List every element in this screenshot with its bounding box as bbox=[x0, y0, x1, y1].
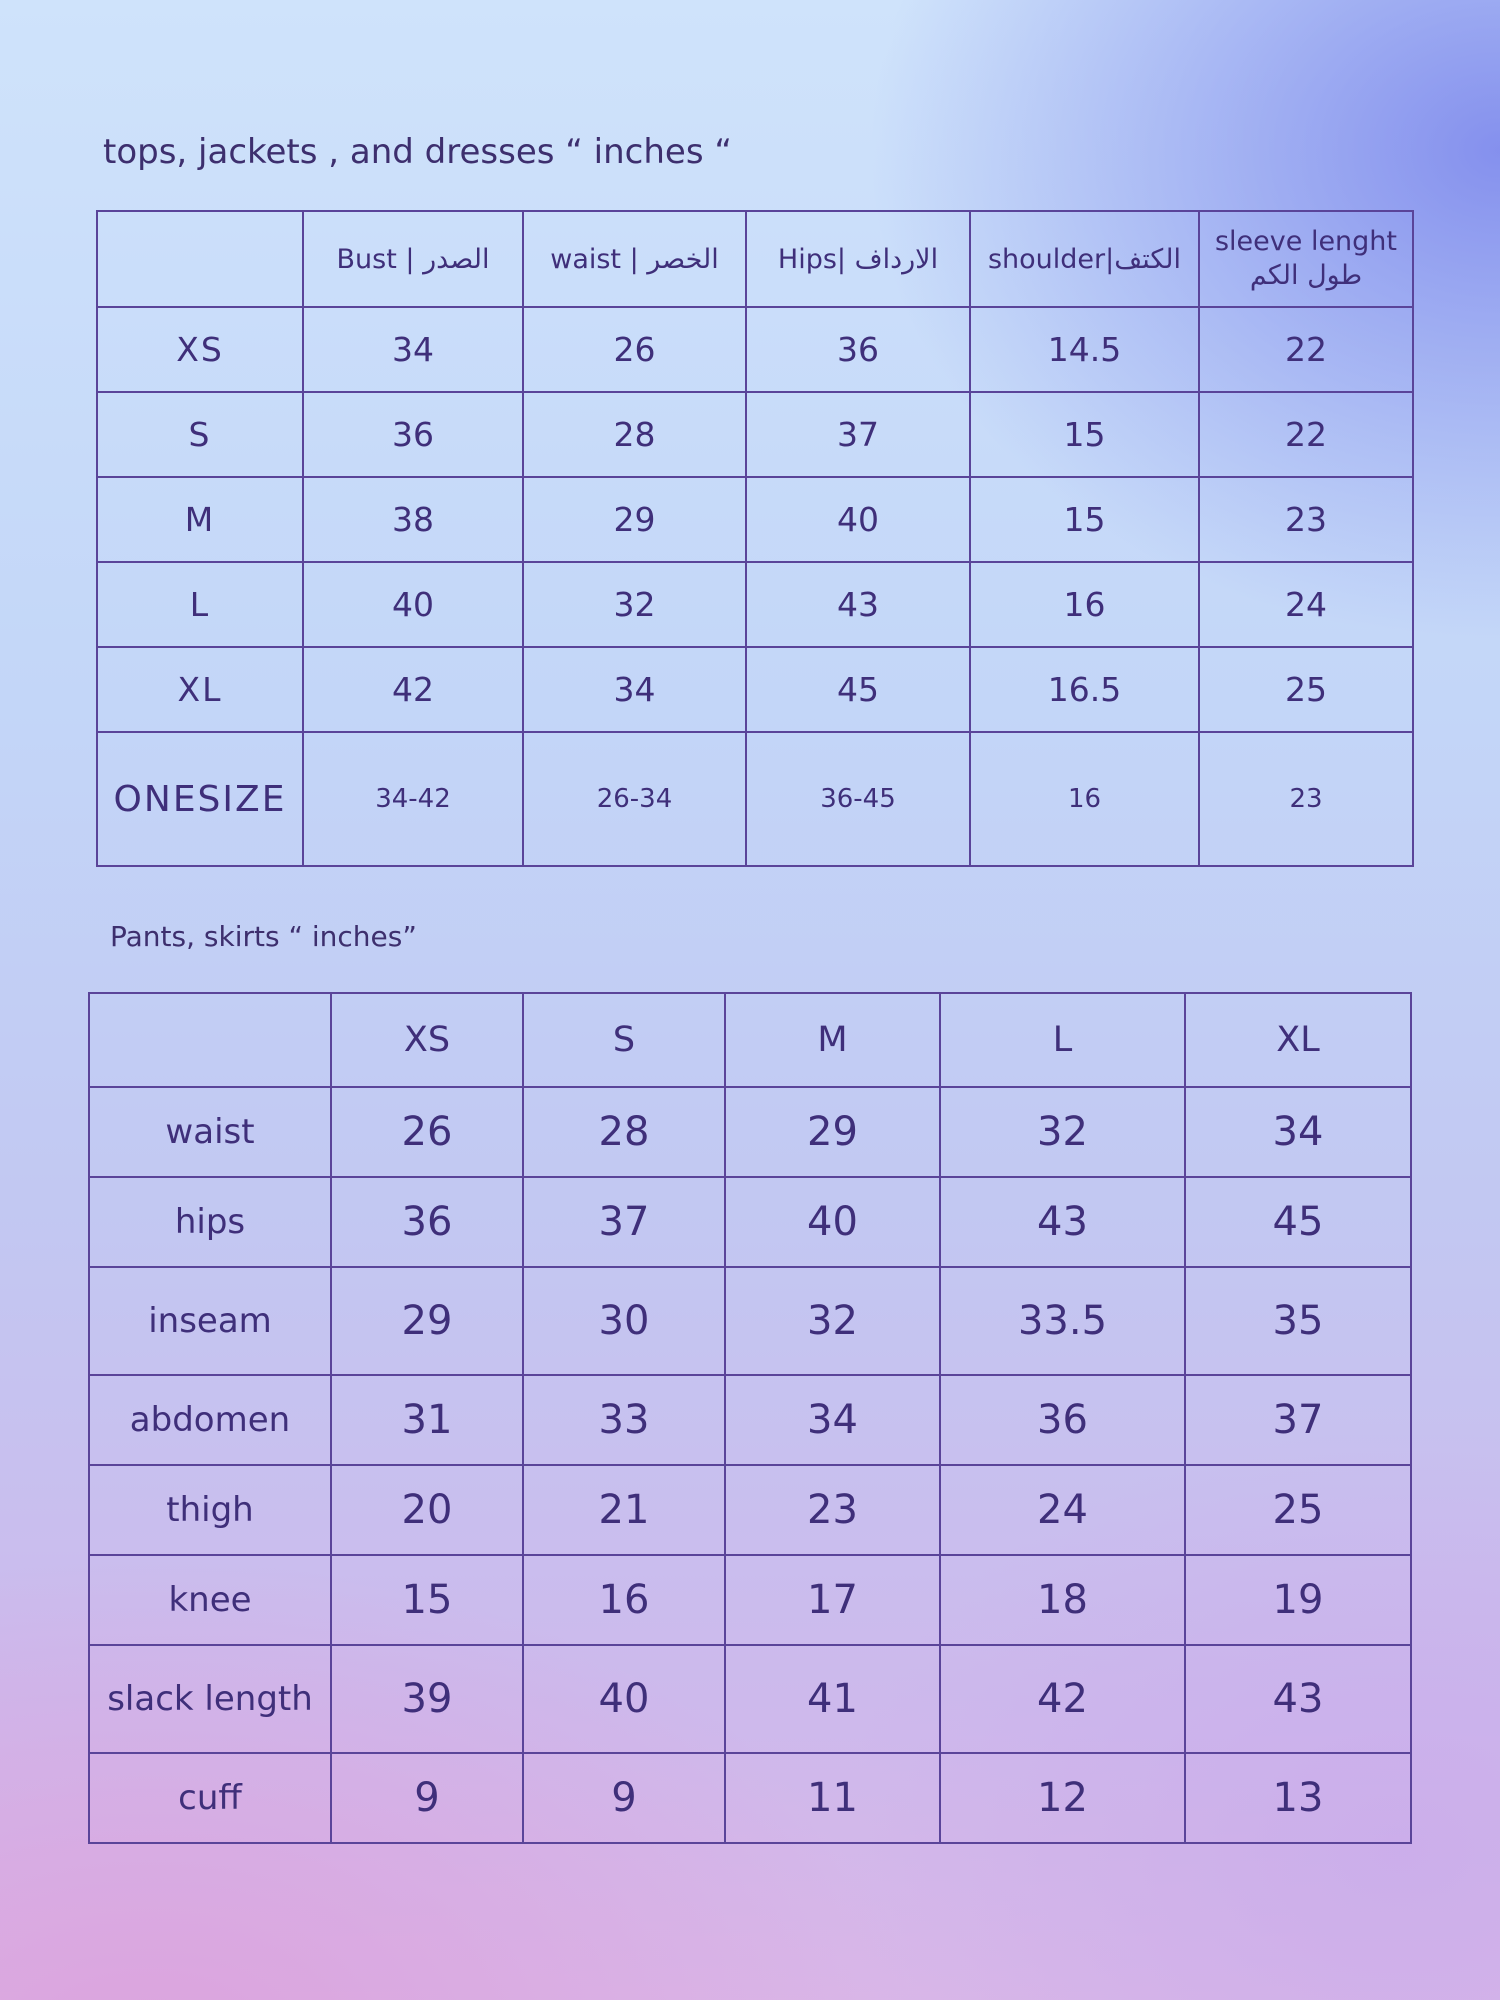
table-row bbox=[89, 1645, 1411, 1753]
value-cell: 9 bbox=[523, 1753, 725, 1843]
size-label: ONESIZE bbox=[97, 732, 303, 866]
value-cell: 39 bbox=[331, 1645, 523, 1753]
value-cell: 21 bbox=[523, 1465, 725, 1555]
measurement-label: slack length bbox=[89, 1645, 331, 1753]
value-cell: 37 bbox=[1185, 1375, 1411, 1465]
value-cell: 18 bbox=[940, 1555, 1185, 1645]
size-label: L bbox=[97, 562, 303, 647]
value-cell: 17 bbox=[725, 1555, 940, 1645]
table-row bbox=[89, 1753, 1411, 1843]
measurement-label: abdomen bbox=[89, 1375, 331, 1465]
value-cell: 9 bbox=[331, 1753, 523, 1843]
shoulder-value: 16 bbox=[970, 732, 1199, 866]
pants-size-table bbox=[88, 992, 1412, 1844]
header-shoulder: shoulder|الكتف bbox=[970, 211, 1199, 307]
size-label: S bbox=[97, 392, 303, 477]
table-row bbox=[97, 562, 1413, 647]
header-size-s: S bbox=[523, 993, 725, 1087]
value-cell: 36 bbox=[331, 1177, 523, 1267]
waist-value: 34 bbox=[523, 647, 746, 732]
value-cell: 12 bbox=[940, 1753, 1185, 1843]
value-cell: 43 bbox=[940, 1177, 1185, 1267]
value-cell: 40 bbox=[523, 1645, 725, 1753]
bust-value: 34 bbox=[303, 307, 523, 392]
value-cell: 15 bbox=[331, 1555, 523, 1645]
header-hips: Hips| الارداف bbox=[746, 211, 970, 307]
value-cell: 23 bbox=[725, 1465, 940, 1555]
hips-value: 40 bbox=[746, 477, 970, 562]
shoulder-value: 16.5 bbox=[970, 647, 1199, 732]
value-cell: 42 bbox=[940, 1645, 1185, 1753]
value-cell: 41 bbox=[725, 1645, 940, 1753]
hips-value: 36 bbox=[746, 307, 970, 392]
shoulder-value: 15 bbox=[970, 477, 1199, 562]
table-header-row bbox=[97, 211, 1413, 307]
header-sleeve-length-en: sleeve lenght bbox=[1214, 226, 1398, 257]
value-cell: 34 bbox=[725, 1375, 940, 1465]
value-cell: 29 bbox=[331, 1267, 523, 1375]
sleeve-value: 23 bbox=[1199, 477, 1413, 562]
value-cell: 31 bbox=[331, 1375, 523, 1465]
value-cell: 19 bbox=[1185, 1555, 1411, 1645]
bust-value: 38 bbox=[303, 477, 523, 562]
value-cell: 32 bbox=[725, 1267, 940, 1375]
table-row bbox=[97, 647, 1413, 732]
sleeve-value: 24 bbox=[1199, 562, 1413, 647]
sleeve-value: 22 bbox=[1199, 392, 1413, 477]
waist-value: 26-34 bbox=[523, 732, 746, 866]
table-row bbox=[89, 1087, 1411, 1177]
size-label: M bbox=[97, 477, 303, 562]
sleeve-value: 22 bbox=[1199, 307, 1413, 392]
shoulder-value: 15 bbox=[970, 392, 1199, 477]
hips-value: 45 bbox=[746, 647, 970, 732]
value-cell: 35 bbox=[1185, 1267, 1411, 1375]
measurement-label: knee bbox=[89, 1555, 331, 1645]
table-row bbox=[97, 307, 1413, 392]
waist-value: 28 bbox=[523, 392, 746, 477]
value-cell: 28 bbox=[523, 1087, 725, 1177]
value-cell: 43 bbox=[1185, 1645, 1411, 1753]
header-size-m: M bbox=[725, 993, 940, 1087]
table-row bbox=[89, 1375, 1411, 1465]
value-cell: 33.5 bbox=[940, 1267, 1185, 1375]
table-row bbox=[89, 1465, 1411, 1555]
header-bust: Bust | الصدر bbox=[303, 211, 523, 307]
table-header-row bbox=[89, 993, 1411, 1087]
value-cell: 20 bbox=[331, 1465, 523, 1555]
value-cell: 33 bbox=[523, 1375, 725, 1465]
pants-size-chart-title: Pants, skirts “ inches” bbox=[110, 920, 417, 953]
table-row bbox=[97, 477, 1413, 562]
header-size-xl: XL bbox=[1185, 993, 1411, 1087]
table-row bbox=[89, 1555, 1411, 1645]
shoulder-value: 16 bbox=[970, 562, 1199, 647]
value-cell: 25 bbox=[1185, 1465, 1411, 1555]
measurement-label: thigh bbox=[89, 1465, 331, 1555]
measurement-label: cuff bbox=[89, 1753, 331, 1843]
value-cell: 30 bbox=[523, 1267, 725, 1375]
tops-size-table bbox=[96, 210, 1414, 867]
value-cell: 16 bbox=[523, 1555, 725, 1645]
value-cell: 32 bbox=[940, 1087, 1185, 1177]
header-size-l: L bbox=[940, 993, 1185, 1087]
value-cell: 34 bbox=[1185, 1087, 1411, 1177]
table-row bbox=[89, 1267, 1411, 1375]
tops-size-chart-title: tops, jackets , and dresses “ inches “ bbox=[103, 132, 732, 172]
waist-value: 29 bbox=[523, 477, 746, 562]
header-waist: waist | الخصر bbox=[523, 211, 746, 307]
hips-value: 36-45 bbox=[746, 732, 970, 866]
header-corner-cell bbox=[97, 211, 303, 307]
header-size-xs: XS bbox=[331, 993, 523, 1087]
size-label: XL bbox=[97, 647, 303, 732]
measurement-label: waist bbox=[89, 1087, 331, 1177]
bust-value: 34-42 bbox=[303, 732, 523, 866]
measurement-label: hips bbox=[89, 1177, 331, 1267]
value-cell: 40 bbox=[725, 1177, 940, 1267]
table-row bbox=[97, 392, 1413, 477]
bust-value: 36 bbox=[303, 392, 523, 477]
value-cell: 13 bbox=[1185, 1753, 1411, 1843]
value-cell: 26 bbox=[331, 1087, 523, 1177]
waist-value: 26 bbox=[523, 307, 746, 392]
size-label: XS bbox=[97, 307, 303, 392]
header-corner-cell bbox=[89, 993, 331, 1087]
table-row bbox=[89, 1177, 1411, 1267]
bust-value: 42 bbox=[303, 647, 523, 732]
header-sleeve-length bbox=[1199, 211, 1413, 307]
sleeve-value: 25 bbox=[1199, 647, 1413, 732]
header-sleeve-length-ar: طول الكم bbox=[1249, 260, 1363, 291]
value-cell: 24 bbox=[940, 1465, 1185, 1555]
value-cell: 11 bbox=[725, 1753, 940, 1843]
waist-value: 32 bbox=[523, 562, 746, 647]
value-cell: 45 bbox=[1185, 1177, 1411, 1267]
shoulder-value: 14.5 bbox=[970, 307, 1199, 392]
value-cell: 36 bbox=[940, 1375, 1185, 1465]
value-cell: 37 bbox=[523, 1177, 725, 1267]
measurement-label: inseam bbox=[89, 1267, 331, 1375]
hips-value: 43 bbox=[746, 562, 970, 647]
value-cell: 29 bbox=[725, 1087, 940, 1177]
sleeve-value: 23 bbox=[1199, 732, 1413, 866]
hips-value: 37 bbox=[746, 392, 970, 477]
table-row-onesize bbox=[97, 732, 1413, 866]
bust-value: 40 bbox=[303, 562, 523, 647]
